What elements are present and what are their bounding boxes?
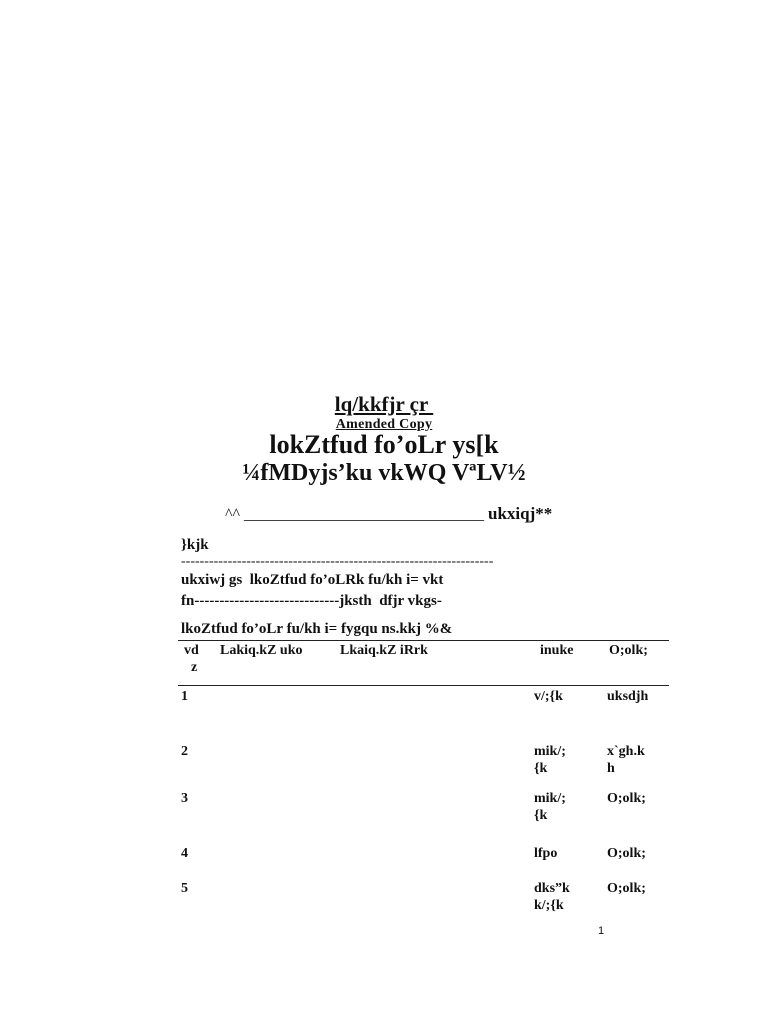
trust-blank: ^^ ______________________________ — [225, 506, 489, 523]
header-serial-line1: vd — [184, 643, 199, 658]
document-title: lq/kkfjr çr — [334, 392, 434, 416]
trust-name-line — [225, 504, 552, 524]
table-header-rule — [178, 685, 669, 686]
table-row-occupation: x`gh.k h — [607, 744, 645, 776]
table-row-serial: 1 — [181, 689, 188, 704]
table-row-serial: 2 — [181, 744, 188, 759]
heading-line-1: lokZtfud fo’oLr ys[k — [269, 430, 499, 459]
header-designation: inuke — [540, 643, 574, 658]
table-row-designation: lfpo — [534, 846, 558, 861]
table-row-serial: 5 — [181, 881, 188, 896]
table-top-rule — [178, 640, 669, 641]
table-row-occupation: uksdjh — [607, 689, 649, 704]
table-row-serial: 4 — [181, 846, 188, 861]
table-row-occupation: O;olk; — [607, 791, 646, 806]
table-row-serial: 3 — [181, 791, 188, 806]
header-serial — [184, 642, 199, 676]
heading-line-2: ¼fMDyjs’ku vkWQ VªLV½ — [242, 460, 526, 486]
via-label: }kjk — [181, 537, 209, 553]
paragraph-line-3: lkoZtfud fo’oLr fu/kh i= fygqu ns.kkj %& — [181, 621, 453, 637]
header-serial-line2: z — [191, 660, 198, 675]
header-name: Lakiq.kZ uko — [220, 643, 303, 658]
paragraph-line-2: fn-----------------------------jksth dfjr vkgs- — [181, 593, 442, 609]
header-occupation: O;olk; — [609, 643, 648, 658]
table-row-designation: dks”k k/;{k — [534, 881, 570, 913]
table-row-occupation: O;olk; — [607, 881, 646, 896]
table-row-designation: v/;{k — [534, 689, 563, 704]
page-number: 1 — [598, 925, 605, 937]
header-address: Lkaiq.kZ iRrk — [340, 643, 428, 658]
table-row-designation: mik/; {k — [534, 744, 566, 776]
dash-separator: ------------------------------------------------------------------- — [181, 554, 494, 569]
table-row-occupation: O;olk; — [607, 846, 646, 861]
table-row-designation: mik/; {k — [534, 791, 566, 823]
paragraph-line-1: ukxiwj gs lkoZtfud fo’oLRk fu/kh i= vkt — [181, 572, 444, 588]
trust-city: ukxiqj** — [488, 504, 553, 523]
amended-copy-label: Amended Copy — [335, 417, 433, 432]
